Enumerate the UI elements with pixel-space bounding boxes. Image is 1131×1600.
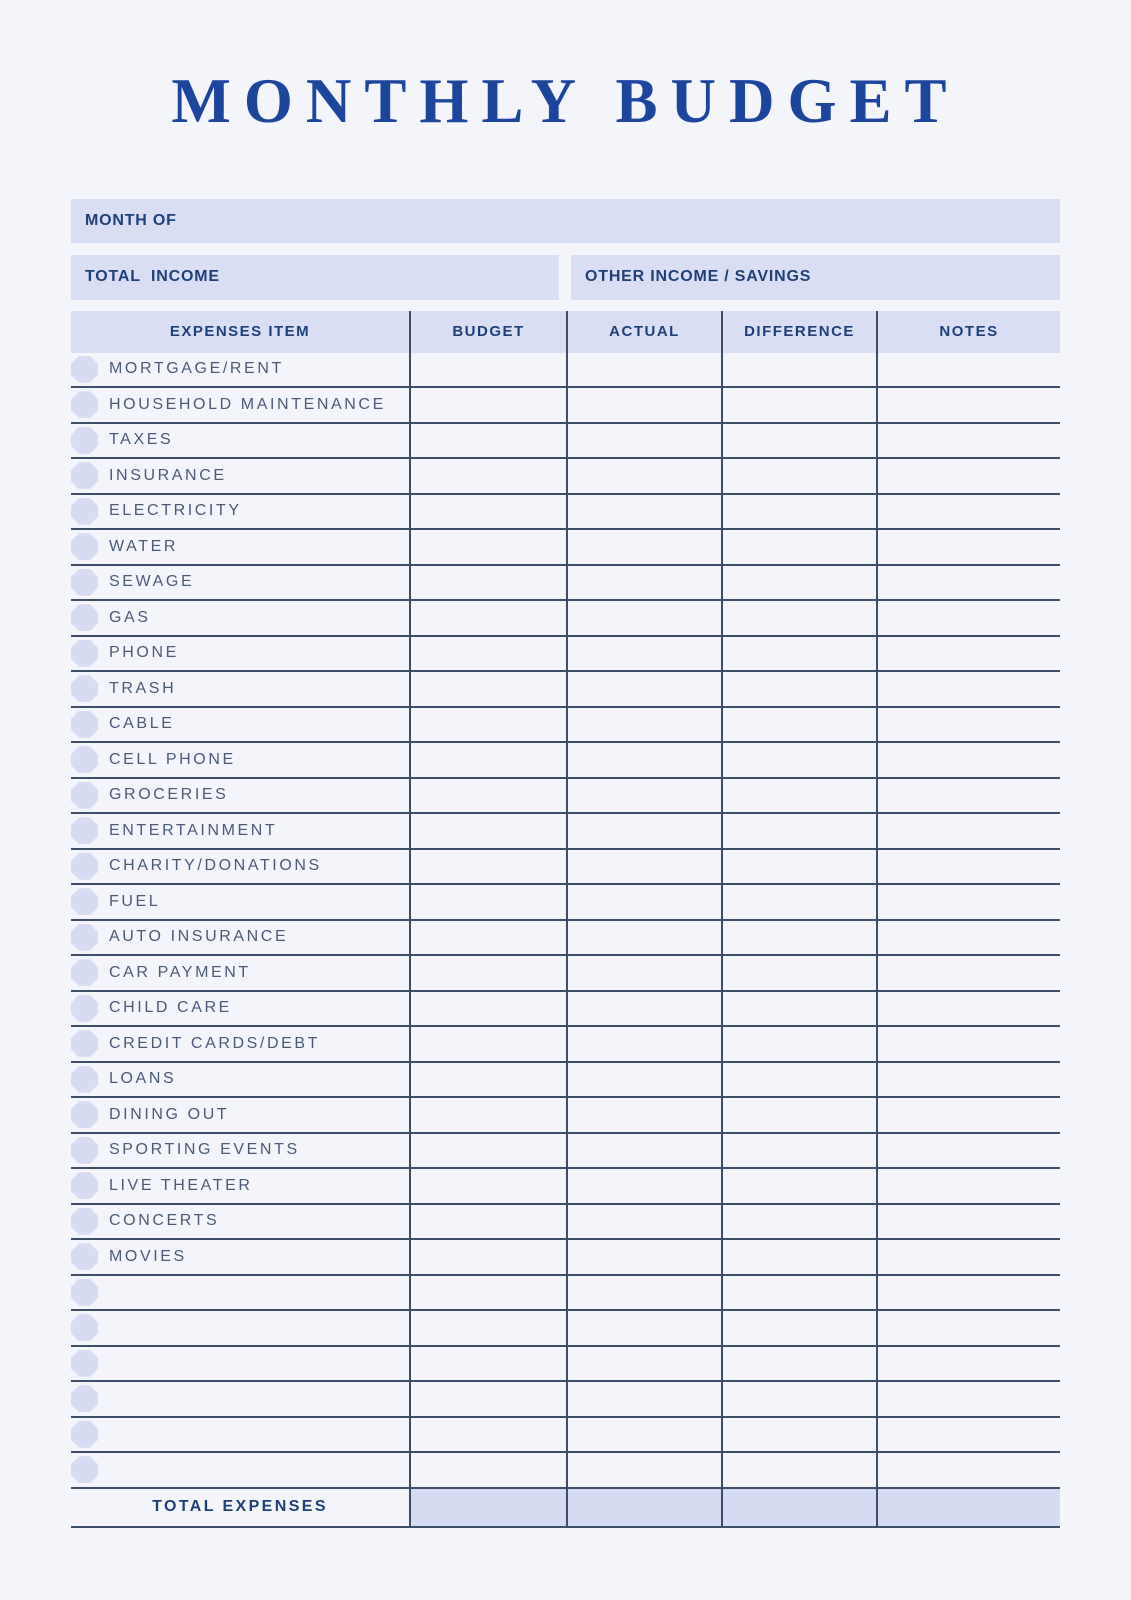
actual-cell[interactable]	[566, 708, 721, 742]
bullet-icon	[71, 1066, 98, 1093]
notes-cell[interactable]	[876, 388, 1060, 422]
actual-cell[interactable]	[566, 672, 721, 706]
expense-item-label: CONCERTS	[109, 1212, 220, 1230]
actual-cell[interactable]	[566, 992, 721, 1026]
total-income-label: TOTAL INCOME	[85, 268, 220, 286]
difference-cell[interactable]	[721, 992, 876, 1026]
expense-item-cell	[71, 1134, 409, 1168]
budget-cell[interactable]	[409, 1027, 566, 1061]
actual-cell[interactable]	[566, 1098, 721, 1132]
expense-item-label: CELL PHONE	[109, 750, 236, 768]
expense-item-cell	[71, 992, 409, 1026]
income-bands	[71, 255, 1060, 300]
other-income-label: OTHER INCOME / SAVINGS	[585, 268, 812, 286]
header-budget: BUDGET	[409, 311, 566, 353]
notes-cell[interactable]	[876, 1240, 1060, 1274]
header-notes: NOTES	[876, 311, 1060, 353]
expense-item-label: CHILD CARE	[109, 999, 232, 1017]
expense-item-cell	[71, 850, 409, 884]
notes-cell[interactable]	[876, 672, 1060, 706]
actual-cell[interactable]	[566, 601, 721, 635]
table-header-row	[71, 311, 1060, 353]
notes-cell[interactable]	[876, 850, 1060, 884]
total-expenses-label-cell	[71, 1489, 409, 1526]
expense-item-cell	[71, 1311, 409, 1345]
bullet-icon	[71, 853, 98, 880]
expense-item-label: SPORTING EVENTS	[109, 1141, 300, 1159]
expense-item-label: MORTGAGE/RENT	[109, 360, 284, 378]
table-row	[71, 1205, 1060, 1241]
difference-cell[interactable]	[721, 1453, 876, 1487]
header-difference: DIFFERENCE	[721, 311, 876, 353]
difference-cell[interactable]	[721, 459, 876, 493]
actual-cell[interactable]	[566, 637, 721, 671]
bullet-icon	[71, 1243, 98, 1270]
notes-cell[interactable]	[876, 779, 1060, 813]
budget-cell[interactable]	[409, 779, 566, 813]
difference-cell[interactable]	[721, 1098, 876, 1132]
difference-cell[interactable]	[721, 850, 876, 884]
difference-cell[interactable]	[721, 1205, 876, 1239]
bullet-icon	[71, 462, 98, 489]
expense-item-cell	[71, 779, 409, 813]
expense-item-label: DINING OUT	[109, 1105, 230, 1123]
difference-cell[interactable]	[721, 388, 876, 422]
expense-item-label: MOVIES	[109, 1247, 187, 1265]
expense-item-cell	[71, 1027, 409, 1061]
budget-cell[interactable]	[409, 530, 566, 564]
table-row	[71, 1063, 1060, 1099]
bullet-icon	[71, 959, 98, 986]
table-row	[71, 1169, 1060, 1205]
actual-cell[interactable]	[566, 1205, 721, 1239]
bullet-icon	[71, 1421, 98, 1448]
expense-item-cell	[71, 885, 409, 919]
notes-cell[interactable]	[876, 601, 1060, 635]
notes-cell[interactable]	[876, 530, 1060, 564]
notes-cell[interactable]	[876, 1453, 1060, 1487]
table-row	[71, 530, 1060, 566]
budget-cell[interactable]	[409, 495, 566, 529]
expense-item-cell	[71, 921, 409, 955]
budget-cell[interactable]	[409, 388, 566, 422]
table-row	[71, 814, 1060, 850]
difference-cell[interactable]	[721, 530, 876, 564]
table-row	[71, 885, 1060, 921]
actual-cell[interactable]	[566, 388, 721, 422]
expense-item-cell	[71, 672, 409, 706]
header-expenses-item: EXPENSES ITEM	[169, 323, 311, 341]
table-row	[71, 850, 1060, 886]
bullet-icon	[71, 1456, 98, 1483]
bullet-icon	[71, 391, 98, 418]
notes-cell[interactable]	[876, 1063, 1060, 1097]
difference-cell[interactable]	[721, 779, 876, 813]
expense-rows	[71, 353, 1060, 1489]
bullet-icon	[71, 1314, 98, 1341]
expense-item-cell	[71, 1098, 409, 1132]
month-of-label: MONTH OF	[85, 211, 177, 229]
table-row	[71, 1240, 1060, 1276]
difference-cell[interactable]	[721, 708, 876, 742]
bullet-icon	[71, 1172, 98, 1199]
difference-cell[interactable]	[721, 1418, 876, 1452]
table-row	[71, 637, 1060, 673]
budget-sheet	[71, 0, 1060, 1528]
notes-cell[interactable]	[876, 495, 1060, 529]
notes-cell[interactable]	[876, 459, 1060, 493]
expense-item-label: LIVE THEATER	[109, 1176, 253, 1194]
notes-cell[interactable]	[876, 637, 1060, 671]
notes-cell[interactable]	[876, 424, 1060, 458]
notes-cell[interactable]	[876, 885, 1060, 919]
table-row	[71, 353, 1060, 389]
difference-cell[interactable]	[721, 1347, 876, 1381]
notes-cell[interactable]	[876, 708, 1060, 742]
bullet-icon	[71, 356, 98, 383]
actual-cell[interactable]	[566, 814, 721, 848]
page-title: MONTHLY BUDGET	[171, 66, 960, 136]
budget-cell[interactable]	[409, 992, 566, 1026]
table-row	[71, 1347, 1060, 1383]
expense-item-label: GAS	[109, 608, 151, 626]
month-of-band	[71, 199, 1060, 243]
difference-cell[interactable]	[721, 1169, 876, 1203]
notes-cell[interactable]	[876, 1169, 1060, 1203]
expense-item-cell	[71, 495, 409, 529]
table-row	[71, 921, 1060, 957]
budget-cell[interactable]	[409, 672, 566, 706]
budget-cell[interactable]	[409, 566, 566, 600]
difference-cell[interactable]	[721, 921, 876, 955]
actual-cell[interactable]	[566, 1169, 721, 1203]
expense-item-cell	[71, 566, 409, 600]
bullet-icon	[71, 995, 98, 1022]
budget-cell[interactable]	[409, 1205, 566, 1239]
expense-item-cell	[71, 708, 409, 742]
actual-cell[interactable]	[566, 353, 721, 387]
difference-cell[interactable]	[721, 1311, 876, 1345]
expense-item-cell	[71, 743, 409, 777]
other-income-band	[571, 255, 1060, 300]
difference-cell[interactable]	[721, 424, 876, 458]
expense-item-label: CHARITY/DONATIONS	[109, 857, 322, 875]
budget-cell[interactable]	[409, 1134, 566, 1168]
notes-cell[interactable]	[876, 1418, 1060, 1452]
difference-cell[interactable]	[721, 566, 876, 600]
budget-cell[interactable]	[409, 1382, 566, 1416]
notes-cell[interactable]	[876, 1382, 1060, 1416]
bullet-icon	[71, 498, 98, 525]
actual-cell[interactable]	[566, 530, 721, 564]
expense-item-label: CREDIT CARDS/DEBT	[109, 1034, 321, 1052]
expense-item-cell	[71, 459, 409, 493]
budget-cell[interactable]	[409, 1063, 566, 1097]
table-row	[71, 956, 1060, 992]
expense-item-label: ELECTRICITY	[109, 502, 242, 520]
difference-cell[interactable]	[721, 1063, 876, 1097]
expense-item-label: CABLE	[109, 715, 175, 733]
actual-cell[interactable]	[566, 850, 721, 884]
budget-cell[interactable]	[409, 921, 566, 955]
notes-cell[interactable]	[876, 1098, 1060, 1132]
difference-cell[interactable]	[721, 1240, 876, 1274]
table-row	[71, 459, 1060, 495]
expense-item-cell	[71, 814, 409, 848]
total-notes-cell[interactable]	[876, 1489, 1060, 1526]
actual-cell[interactable]	[566, 1240, 721, 1274]
actual-cell[interactable]	[566, 1453, 721, 1487]
difference-cell[interactable]	[721, 637, 876, 671]
table-row	[71, 495, 1060, 531]
expense-item-label: HOUSEHOLD MAINTENANCE	[109, 395, 386, 413]
budget-cell[interactable]	[409, 637, 566, 671]
table-row	[71, 743, 1060, 779]
table-row	[71, 566, 1060, 602]
actual-cell[interactable]	[566, 921, 721, 955]
expense-item-label: TAXES	[109, 431, 174, 449]
expense-item-cell	[71, 353, 409, 387]
total-expenses-label: TOTAL EXPENSES	[152, 1498, 328, 1516]
expense-item-cell	[71, 637, 409, 671]
budget-cell[interactable]	[409, 1418, 566, 1452]
expense-item-label: FUEL	[109, 892, 161, 910]
expense-item-cell	[71, 1382, 409, 1416]
bullet-icon	[71, 924, 98, 951]
budget-cell[interactable]	[409, 459, 566, 493]
notes-cell[interactable]	[876, 921, 1060, 955]
actual-cell[interactable]	[566, 495, 721, 529]
expense-item-cell	[71, 601, 409, 635]
notes-cell[interactable]	[876, 1347, 1060, 1381]
actual-cell[interactable]	[566, 1311, 721, 1345]
total-actual-cell[interactable]	[566, 1489, 721, 1526]
total-expenses-row	[71, 1489, 1060, 1528]
difference-cell[interactable]	[721, 495, 876, 529]
expense-item-label: PHONE	[109, 644, 179, 662]
expense-item-cell	[71, 1453, 409, 1487]
bullet-icon	[71, 1208, 98, 1235]
table-row	[71, 1311, 1060, 1347]
table-row	[71, 601, 1060, 637]
notes-cell[interactable]	[876, 814, 1060, 848]
expense-item-label: ENTERTAINMENT	[109, 821, 278, 839]
month-of-input-area[interactable]	[177, 199, 1060, 243]
expense-item-label: CAR PAYMENT	[109, 963, 251, 981]
header-actual: ACTUAL	[566, 311, 721, 353]
expense-item-label: TRASH	[109, 679, 177, 697]
budget-cell[interactable]	[409, 1240, 566, 1274]
notes-cell[interactable]	[876, 1311, 1060, 1345]
bullet-icon	[71, 675, 98, 702]
expense-item-label: LOANS	[109, 1070, 177, 1088]
difference-cell[interactable]	[721, 1276, 876, 1310]
notes-cell[interactable]	[876, 1134, 1060, 1168]
expense-item-cell	[71, 530, 409, 564]
difference-cell[interactable]	[721, 956, 876, 990]
notes-cell[interactable]	[876, 1205, 1060, 1239]
bullet-icon	[71, 1137, 98, 1164]
expense-item-cell	[71, 1063, 409, 1097]
total-income-band	[71, 255, 559, 300]
bullet-icon	[71, 640, 98, 667]
table-row	[71, 672, 1060, 708]
budget-cell[interactable]	[409, 814, 566, 848]
actual-cell[interactable]	[566, 1063, 721, 1097]
difference-cell[interactable]	[721, 353, 876, 387]
difference-cell[interactable]	[721, 672, 876, 706]
actual-cell[interactable]	[566, 885, 721, 919]
actual-cell[interactable]	[566, 1027, 721, 1061]
budget-cell[interactable]	[409, 743, 566, 777]
budget-cell[interactable]	[409, 1347, 566, 1381]
expense-item-cell	[71, 424, 409, 458]
bullet-icon	[71, 1385, 98, 1412]
budget-cell[interactable]	[409, 708, 566, 742]
bullet-icon	[71, 782, 98, 809]
budget-cell[interactable]	[409, 424, 566, 458]
table-row	[71, 1276, 1060, 1312]
table-row	[71, 424, 1060, 460]
budget-cell[interactable]	[409, 1311, 566, 1345]
expense-item-cell	[71, 1169, 409, 1203]
actual-cell[interactable]	[566, 424, 721, 458]
expense-item-cell	[71, 1276, 409, 1310]
actual-cell[interactable]	[566, 459, 721, 493]
bullet-icon	[71, 533, 98, 560]
bullet-icon	[71, 569, 98, 596]
actual-cell[interactable]	[566, 779, 721, 813]
expense-item-cell	[71, 1418, 409, 1452]
bullet-icon	[71, 888, 98, 915]
budget-cell[interactable]	[409, 601, 566, 635]
expense-item-cell	[71, 1240, 409, 1274]
bullet-icon	[71, 1030, 98, 1057]
bullet-icon	[71, 604, 98, 631]
expense-item-cell	[71, 388, 409, 422]
notes-cell[interactable]	[876, 992, 1060, 1026]
budget-cell[interactable]	[409, 1453, 566, 1487]
notes-cell[interactable]	[876, 1276, 1060, 1310]
other-income-input-area[interactable]	[811, 255, 1060, 300]
actual-cell[interactable]	[566, 743, 721, 777]
actual-cell[interactable]	[566, 1418, 721, 1452]
difference-cell[interactable]	[721, 1134, 876, 1168]
table-row	[71, 1382, 1060, 1418]
budget-cell[interactable]	[409, 353, 566, 387]
table-row	[71, 1453, 1060, 1489]
expense-item-label: INSURANCE	[109, 466, 227, 484]
table-row	[71, 388, 1060, 424]
difference-cell[interactable]	[721, 1027, 876, 1061]
budget-cell[interactable]	[409, 1276, 566, 1310]
actual-cell[interactable]	[566, 1382, 721, 1416]
total-budget-cell[interactable]	[409, 1489, 566, 1526]
table-row	[71, 708, 1060, 744]
notes-cell[interactable]	[876, 743, 1060, 777]
notes-cell[interactable]	[876, 566, 1060, 600]
budget-cell[interactable]	[409, 1169, 566, 1203]
expense-item-cell	[71, 1205, 409, 1239]
difference-cell[interactable]	[721, 601, 876, 635]
notes-cell[interactable]	[876, 956, 1060, 990]
expense-item-cell	[71, 956, 409, 990]
bullet-icon	[71, 746, 98, 773]
bullet-icon	[71, 1350, 98, 1377]
expenses-table	[71, 311, 1060, 1528]
notes-cell[interactable]	[876, 1027, 1060, 1061]
expense-item-label: AUTO INSURANCE	[109, 928, 289, 946]
table-row	[71, 1418, 1060, 1454]
table-row	[71, 1134, 1060, 1170]
difference-cell[interactable]	[721, 1382, 876, 1416]
expense-item-label: GROCERIES	[109, 786, 229, 804]
budget-cell[interactable]	[409, 850, 566, 884]
table-row	[71, 992, 1060, 1028]
expense-item-label: SEWAGE	[109, 573, 195, 591]
table-row	[71, 1027, 1060, 1063]
bullet-icon	[71, 427, 98, 454]
difference-cell[interactable]	[721, 885, 876, 919]
expense-item-cell	[71, 1347, 409, 1381]
table-row	[71, 779, 1060, 815]
table-row	[71, 1098, 1060, 1134]
notes-cell[interactable]	[876, 353, 1060, 387]
total-difference-cell[interactable]	[721, 1489, 876, 1526]
bullet-icon	[71, 1279, 98, 1306]
bullet-icon	[71, 1101, 98, 1128]
difference-cell[interactable]	[721, 743, 876, 777]
budget-cell[interactable]	[409, 956, 566, 990]
expense-item-label: WATER	[109, 537, 178, 555]
actual-cell[interactable]	[566, 1347, 721, 1381]
actual-cell[interactable]	[566, 1276, 721, 1310]
actual-cell[interactable]	[566, 1134, 721, 1168]
difference-cell[interactable]	[721, 814, 876, 848]
total-income-input-area[interactable]	[220, 255, 559, 300]
bullet-icon	[71, 817, 98, 844]
actual-cell[interactable]	[566, 566, 721, 600]
actual-cell[interactable]	[566, 956, 721, 990]
bullet-icon	[71, 711, 98, 738]
budget-cell[interactable]	[409, 885, 566, 919]
budget-cell[interactable]	[409, 1098, 566, 1132]
